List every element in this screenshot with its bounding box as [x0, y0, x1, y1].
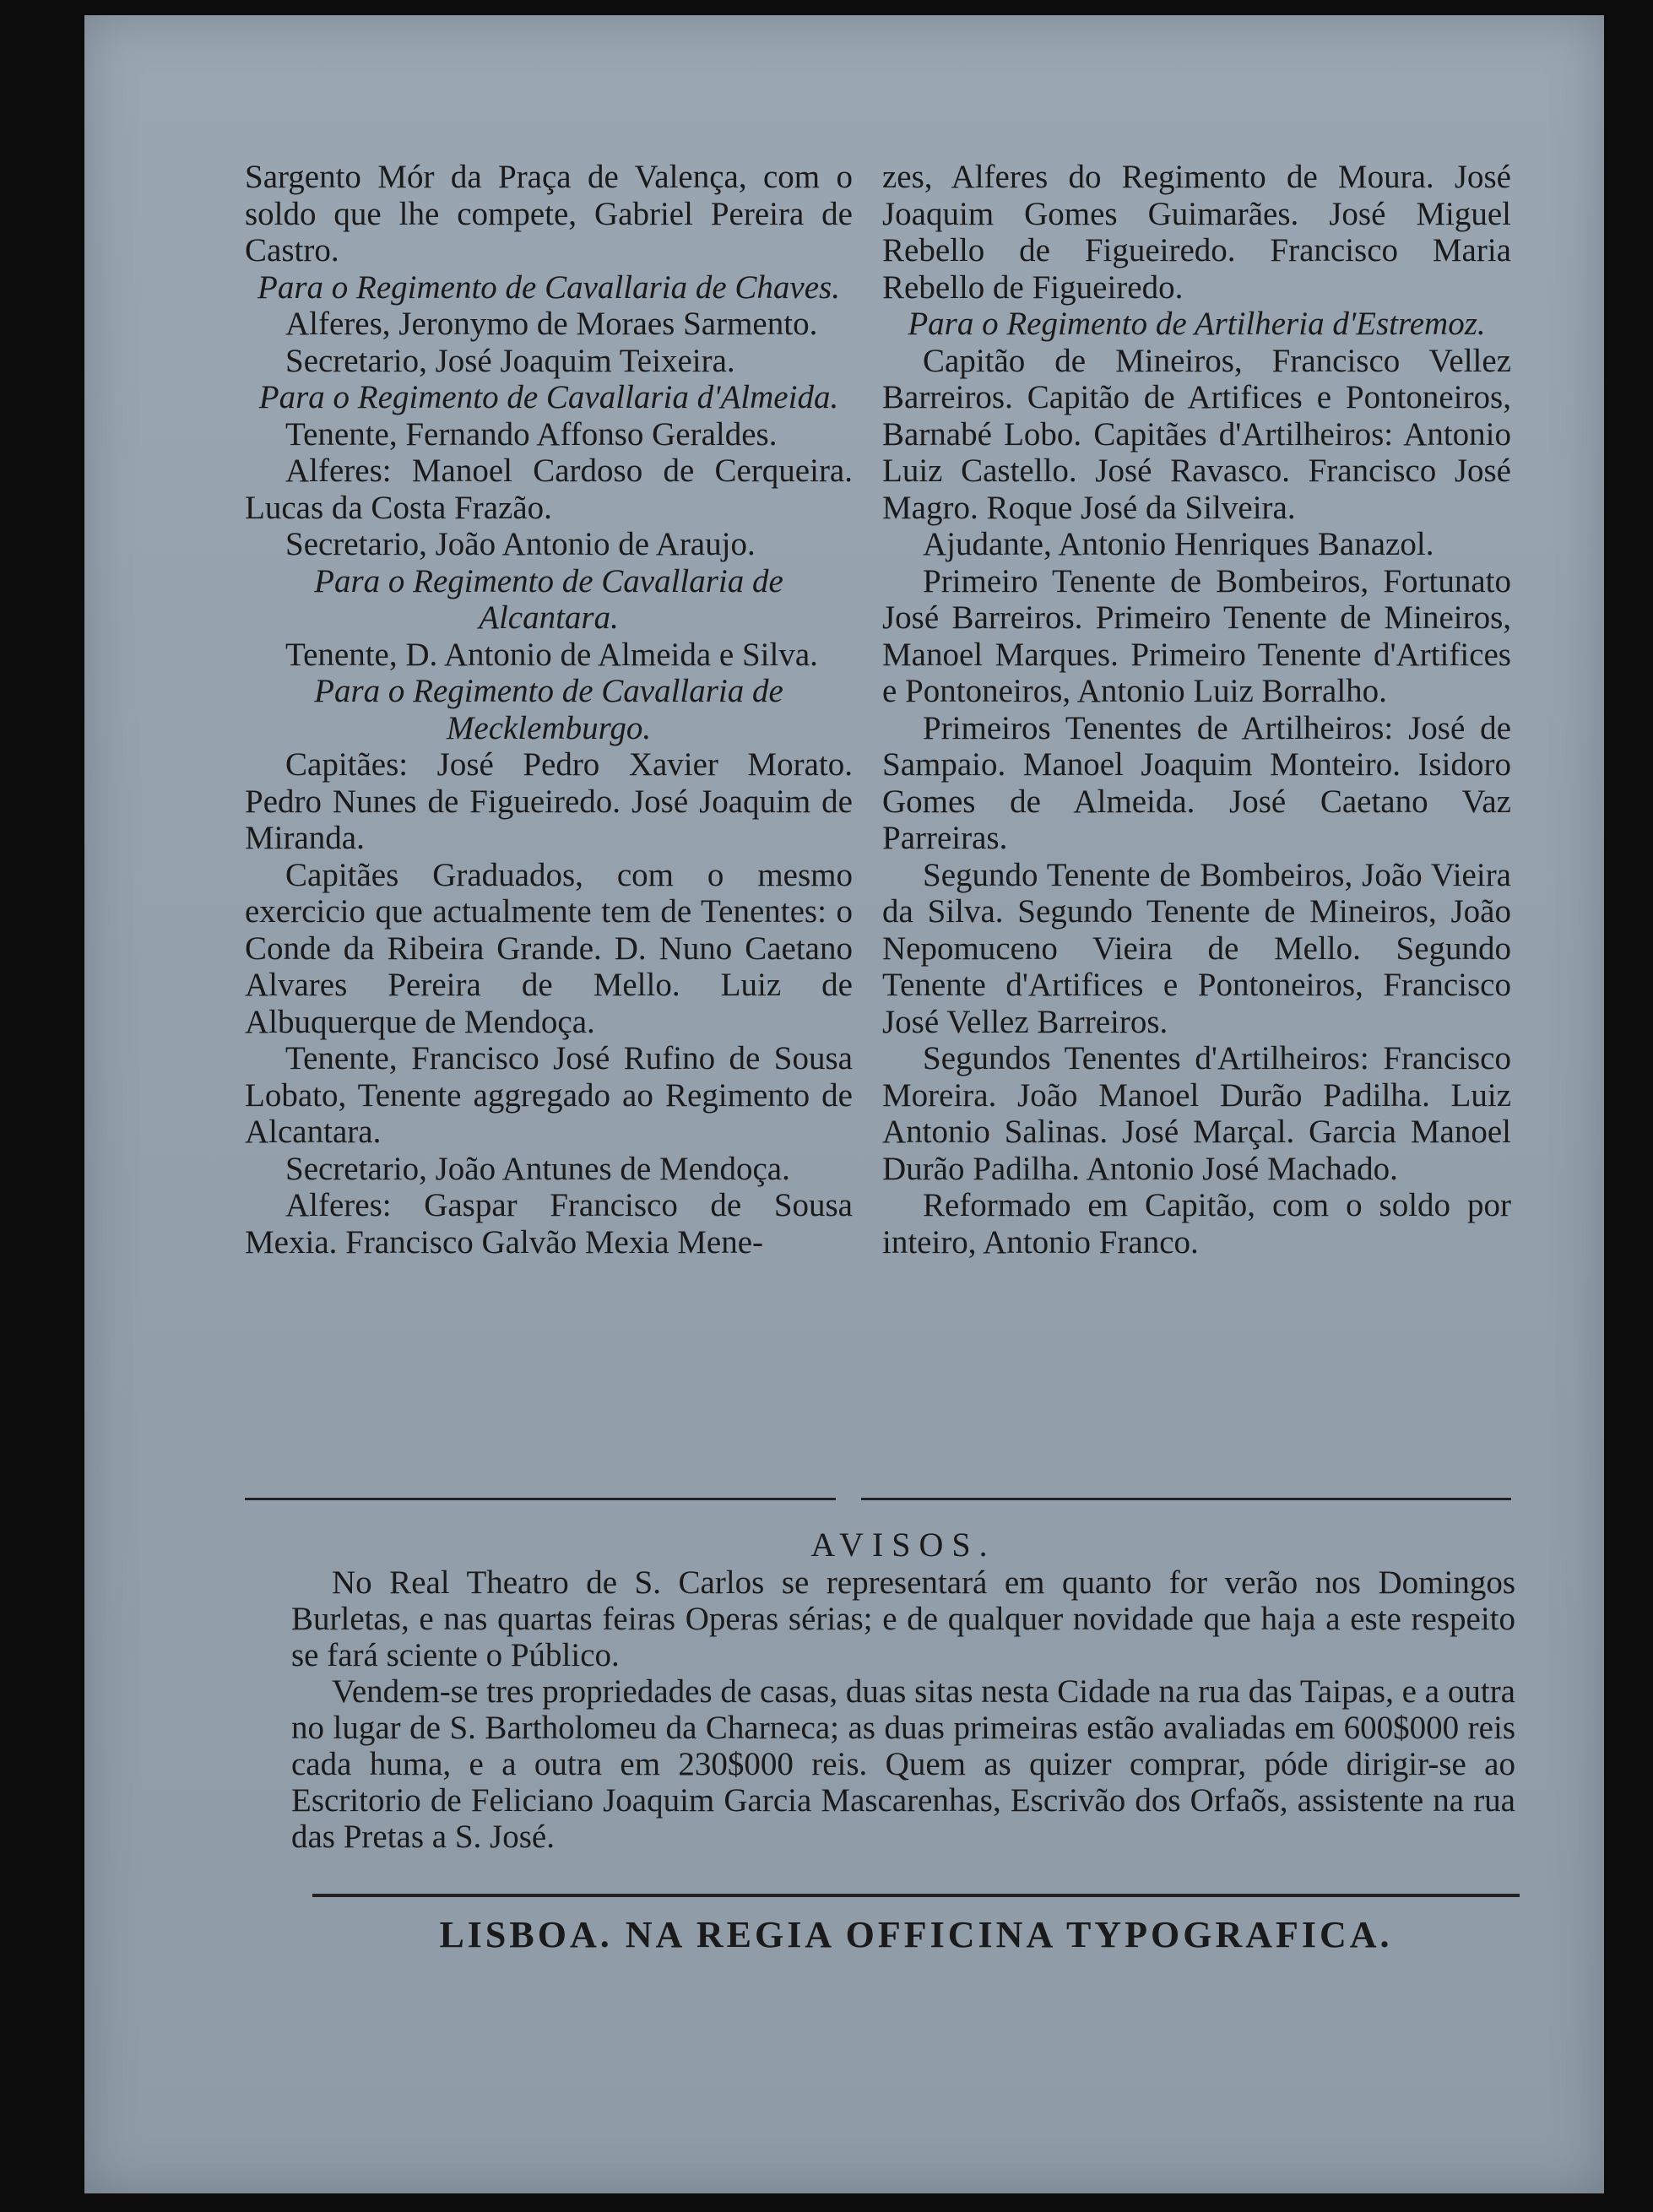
left-column-paragraph: Secretario, João Antunes de Mendoça. [285, 1150, 790, 1187]
aviso-theatre: No Real Theatro de S. Carlos se representará em quanto for verão nos Domingos Burletas, e nas quartas feiras Operas sérias; e de qualquer novidade que haja a este respeito se fará sciente o Público. [291, 1564, 1515, 1673]
left-column-paragraph: Sargento Mór da Praça de Valença, com o soldo que lhe compete, Gabriel Pereira de Castro. [245, 159, 853, 268]
left-column-paragraph: Capitães: José Pedro Xavier Morato. Pedro Nunes de Figueiredo. José Joaquim de Miranda. [245, 746, 853, 856]
left-column-paragraph: Tenente, Francisco José Rufino de Sousa Lobato, Tenente aggregado ao Regimento de Alcantara. [245, 1040, 853, 1150]
rule-right [861, 1498, 1511, 1500]
document-page [84, 15, 1604, 2193]
column-end-rule [245, 1494, 1511, 1503]
left-column-paragraph: Capitães Graduados, com o mesmo exercicio que actualmente tem de Tenentes: o Conde da Ribeira Grande. D. Nuno Caetano Alvares Pereira de Mello. Luiz de Albuquerque de Mendoça. [245, 856, 853, 1040]
avisos-title: AVISOS. [810, 1526, 996, 1564]
aviso-properties: Vendem-se tres propriedades de casas, duas sitas nesta Cidade na rua das Taipas, e a outra no lugar de S. Bartholomeu da Charneca; as duas primeiras estão avaliadas em 600$000 reis cada huma, e a outra em 230$000 reis. Quem as quizer comprar, póde dirigir-se ao Escritorio de Feliciano Joaquim Garcia Mascarenhas, Escrivão dos Orfaõs, assistente na rua das Pretas a S. José. [291, 1673, 1515, 1855]
left-column-paragraph: Para o Regimento de Cavallaria de Mecklemburgo. [314, 673, 783, 746]
left-column-paragraph: Tenente, D. Antonio de Almeida e Silva. [285, 636, 818, 673]
right-column-paragraph: Segundo Tenente de Bombeiros, João Vieira da Silva. Segundo Tenente de Mineiros, João Nepomuceno Vieira de Mello. Segundo Tenente d'Artifices e Pontoneiros, Francisco José Vellez Barreiros. [882, 856, 1511, 1040]
left-column-paragraph: Alferes, Jeronymo de Moraes Sarmento. [285, 306, 818, 342]
right-column [882, 159, 1511, 1261]
right-column-paragraph: zes, Alferes do Regimento de Moura. José Joaquim Gomes Guimarães. José Miguel Rebello de Figueiredo. Francisco Maria Rebello de Figueiredo. [882, 159, 1511, 306]
imprint-rule [312, 1894, 1520, 1897]
left-column-paragraph: Secretario, João Antonio de Araujo. [285, 526, 756, 562]
right-column-paragraph: Primeiros Tenentes de Artilheiros: José de Sampaio. Manoel Joaquim Monteiro. Isidoro Gomes de Almeida. José Caetano Vaz Parreiras. [882, 709, 1511, 856]
right-column-paragraph: Ajudante, Antonio Henriques Banazol. [923, 526, 1434, 562]
right-column-paragraph: Segundos Tenentes d'Artilheiros: Francisco Moreira. João Manoel Durão Padilha. Luiz Antonio Salinas. José Marçal. Garcia Manoel Durão Padilha. Antonio José Machado. [882, 1040, 1511, 1187]
left-column-paragraph: Para o Regimento de Cavallaria de Alcantara. [314, 562, 783, 636]
right-column-paragraph: Primeiro Tenente de Bombeiros, Fortunato José Barreiros. Primeiro Tenente de Mineiros, Manoel Marques. Primeiro Tenente d'Artifices e Pontoneiros, Antonio Luiz Borralho. [882, 562, 1511, 709]
right-column-paragraph: Capitão de Mineiros, Francisco Vellez Barreiros. Capitão de Artifices e Pontoneiros, Barnabé Lobo. Capitães d'Artilheiros: Antonio Luiz Castello. José Ravasco. Francisco José Magro. Roque José da Silveira. [882, 342, 1511, 526]
avisos-section [291, 1526, 1515, 1855]
rule-left [245, 1498, 836, 1500]
left-column [245, 159, 853, 1261]
left-column-paragraph: Secretario, José Joaquim Teixeira. [285, 342, 735, 379]
left-column-paragraph: Para o Regimento de Cavallaria de Chaves. [257, 268, 840, 306]
left-column-paragraph: Alferes: Manoel Cardoso de Cerqueira. Lucas da Costa Frazão. [245, 453, 853, 526]
imprint: LISBOA. NA REGIA OFFICINA TYPOGRAFICA. [439, 1914, 1393, 1955]
left-column-paragraph: Para o Regimento de Cavallaria d'Almeida. [258, 379, 839, 415]
right-column-paragraph: Para o Regimento de Artilheria d'Estremoz. [908, 306, 1486, 342]
left-column-paragraph: Alferes: Gaspar Francisco de Sousa Mexia. Francisco Galvão Mexia Mene- [245, 1187, 853, 1261]
left-column-paragraph: Tenente, Fernando Affonso Geraldes. [285, 415, 778, 453]
right-column-paragraph: Reformado em Capitão, com o soldo por inteiro, Antonio Franco. [882, 1187, 1511, 1261]
